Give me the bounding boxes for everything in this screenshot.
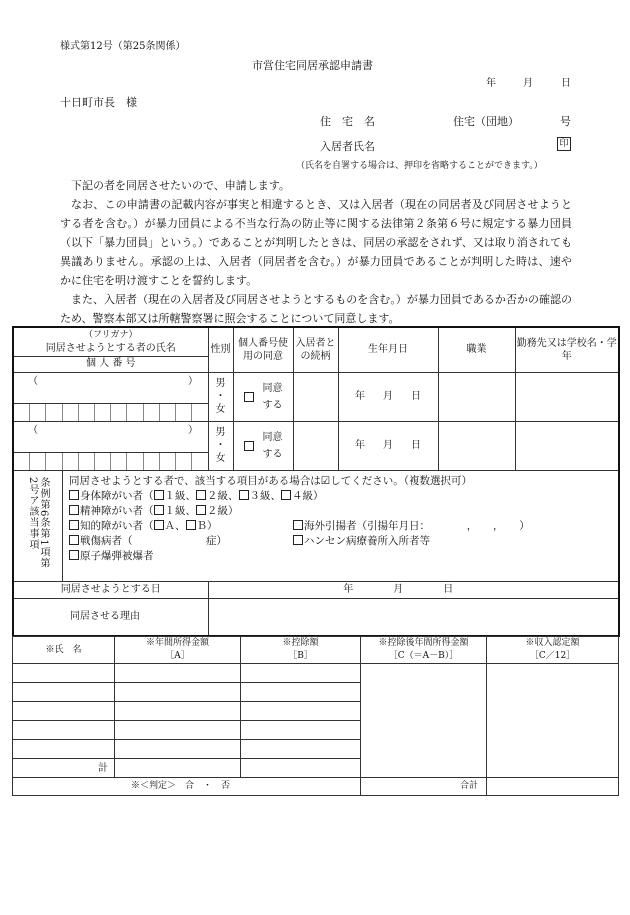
recognized-income-cell[interactable] bbox=[487, 664, 619, 778]
relation-header: 入居者との続柄 bbox=[293, 327, 338, 372]
consent-cell[interactable] bbox=[233, 372, 293, 421]
deduction-header: ※控除額 bbox=[282, 638, 319, 648]
cohabit-date-input[interactable] bbox=[208, 581, 619, 598]
repatriate-checkbox[interactable] bbox=[293, 520, 303, 530]
sex-cell[interactable] bbox=[208, 421, 233, 470]
consent-label-top: 同意 bbox=[262, 431, 283, 443]
relation-cell[interactable] bbox=[293, 421, 338, 470]
job-cell[interactable] bbox=[438, 372, 515, 421]
reason-label: 同居させる理由 bbox=[13, 598, 208, 636]
income-name-cell[interactable] bbox=[13, 683, 115, 702]
birth-year-label: 年 bbox=[355, 391, 365, 402]
workplace-header: 勤務先又は学校名・学年 bbox=[515, 327, 619, 372]
name-cell[interactable] bbox=[13, 421, 208, 470]
paren-close: ） bbox=[188, 375, 198, 387]
annual-income-sub: ［A］ bbox=[165, 651, 190, 661]
cohabit-date-label: 同居させようとする日 bbox=[13, 581, 208, 598]
birth-month-label: 月 bbox=[383, 391, 393, 402]
job-header: 職業 bbox=[438, 327, 515, 372]
leprosy-label: ハンセン病療養所入所者等 bbox=[304, 534, 430, 547]
recognized-income-sub: ［C／12］ bbox=[529, 651, 576, 661]
article-intro: 同居させようとする者で、該当する項目がある場合は☑してください。（複数選択可） bbox=[69, 474, 472, 487]
income-name-cell[interactable] bbox=[13, 740, 115, 759]
birthdate-cell[interactable] bbox=[338, 421, 438, 470]
birth-day-label: 日 bbox=[411, 391, 421, 402]
sex-separator: ・ bbox=[215, 391, 226, 402]
table-row bbox=[13, 372, 619, 421]
birthdate-header: 生年月日 bbox=[338, 327, 438, 372]
physical-grade2-label: ２級、 bbox=[207, 489, 239, 502]
annual-income-header: ※年間所得金額 bbox=[145, 638, 209, 648]
paragraph-declaration: なお、この申請書の記載内容が事実と相違するとき、又は入居者（現在の同居者及び同居させようとする者を含む。）が暴力団員による不当な行為の防止等に関する法律第２条第６号に規定する暴力団員（以下「暴力団員」という。）であることが判明したときは、同居の承認をされず、又は取り消されても異議ありません。承認の上は、入居者（同居者を含む。）が暴力団員であることが判明した時は、速やかに住宅を明け渡すことを誓約します。 bbox=[60, 198, 572, 287]
consent-checkbox[interactable] bbox=[244, 392, 254, 402]
female-option[interactable]: 女 bbox=[215, 404, 226, 415]
relation-cell[interactable] bbox=[293, 372, 338, 421]
physical-grade3-checkbox[interactable] bbox=[239, 490, 249, 500]
date-year-label: 年 bbox=[486, 78, 496, 89]
seal-note: （氏名を自署する場合は、押印を省略することができます。） bbox=[296, 161, 543, 171]
recognized-income-header: ※収入認定額 bbox=[525, 638, 580, 648]
workplace-cell[interactable] bbox=[515, 372, 619, 421]
paren-open: （ bbox=[28, 424, 38, 436]
annual-income-cell[interactable] bbox=[115, 740, 241, 759]
mental-label: 精神障がい者（ bbox=[80, 504, 154, 517]
annual-income-cell[interactable] bbox=[115, 721, 241, 740]
reason-row bbox=[13, 598, 619, 636]
consent-label-bottom: する bbox=[262, 399, 283, 411]
annual-income-cell[interactable] bbox=[115, 664, 241, 683]
reason-input[interactable] bbox=[208, 598, 619, 636]
sum-label: 合計 bbox=[361, 778, 487, 796]
intellectual-label: 知的障がい者（ bbox=[80, 519, 154, 532]
deduction-cell[interactable] bbox=[241, 683, 361, 702]
table-row bbox=[13, 664, 619, 683]
deduction-cell[interactable] bbox=[241, 702, 361, 721]
atomic-checkbox[interactable] bbox=[69, 550, 79, 560]
consent-checkbox[interactable] bbox=[244, 441, 254, 451]
physical-grade4-label: ４級） bbox=[292, 489, 324, 502]
war-injured-checkbox[interactable] bbox=[69, 535, 79, 545]
mental-grade2-checkbox[interactable] bbox=[196, 505, 206, 515]
physical-grade3-label: ３級、 bbox=[249, 489, 281, 502]
form-title: 市営住宅同居承認申請書 bbox=[252, 59, 373, 72]
deduction-total[interactable] bbox=[241, 759, 361, 778]
mental-checkbox[interactable] bbox=[69, 505, 79, 515]
job-cell[interactable] bbox=[438, 421, 515, 470]
after-deduction-sub: ［C（＝A－B）］ bbox=[388, 651, 459, 661]
intellectual-a-checkbox[interactable] bbox=[154, 520, 164, 530]
deduction-cell[interactable] bbox=[241, 740, 361, 759]
annual-income-cell[interactable] bbox=[115, 683, 241, 702]
mental-grade1-checkbox[interactable] bbox=[154, 505, 164, 515]
physical-grade1-label: １級、 bbox=[164, 489, 196, 502]
cohabit-year-label: 年 bbox=[343, 584, 354, 595]
name-cell[interactable] bbox=[13, 372, 208, 421]
article-section-row bbox=[13, 470, 619, 581]
intellectual-a-label: Ａ、 bbox=[164, 519, 186, 532]
housing-type-label: 住宅（団地） bbox=[453, 115, 519, 128]
physical-grade2-checkbox[interactable] bbox=[196, 490, 206, 500]
leprosy-checkbox[interactable] bbox=[293, 535, 303, 545]
repatriate-label: 海外引揚者（引揚年月日： ， ， ） bbox=[304, 519, 530, 532]
after-deduction-header: ※控除後年間所得金額 bbox=[378, 638, 469, 648]
paren-close: ） bbox=[188, 424, 198, 436]
cohabit-month-label: 月 bbox=[393, 584, 404, 595]
table-row bbox=[13, 421, 619, 470]
birth-month-label: 月 bbox=[383, 440, 393, 451]
consent-label-bottom: する bbox=[262, 448, 283, 460]
atomic-label: 原子爆弾被爆者 bbox=[80, 549, 154, 562]
sex-cell[interactable] bbox=[208, 372, 233, 421]
resident-name-label: 入居者氏名 bbox=[320, 140, 375, 153]
intellectual-checkbox[interactable] bbox=[69, 520, 79, 530]
physical-checkbox[interactable] bbox=[69, 490, 79, 500]
sex-header: 性別 bbox=[208, 327, 233, 372]
income-name-cell[interactable] bbox=[13, 702, 115, 721]
housing-name-label: 住 宅 名 bbox=[320, 115, 375, 128]
birth-year-label: 年 bbox=[355, 440, 365, 451]
physical-label: 身体障がい者（ bbox=[80, 489, 154, 502]
income-name-cell[interactable] bbox=[13, 721, 115, 740]
total-label: 計 bbox=[13, 759, 115, 778]
name-input[interactable] bbox=[14, 422, 208, 453]
deduction-cell[interactable] bbox=[241, 664, 361, 683]
mynumber-header: 個 人 番 号 bbox=[14, 356, 208, 370]
paragraph-apply: 下記の者を同居させたいので、申請します。 bbox=[71, 179, 290, 192]
intellectual-b-checkbox[interactable] bbox=[186, 520, 196, 530]
sex-separator: ・ bbox=[215, 440, 226, 451]
mynumber-input[interactable] bbox=[14, 453, 208, 470]
income-name-header: ※氏 名 bbox=[13, 637, 115, 664]
form-number: 様式第12号（第25条関係） bbox=[60, 41, 186, 52]
physical-grade1-checkbox[interactable] bbox=[154, 490, 164, 500]
intellectual-b-label: Ｂ） bbox=[196, 519, 218, 532]
judgement-label: ※＜判定＞ 合 ・ 否 bbox=[13, 778, 361, 796]
cohabitant-table bbox=[12, 326, 620, 637]
birth-day-label: 日 bbox=[411, 440, 421, 451]
paragraph-consent: また、入居者（現在の入居者及び同居させようとするものを含む。）が暴力団員であるか否かの確認のため、警察本部又は所轄警察署に照会することについて同意します。 bbox=[60, 293, 572, 325]
male-option[interactable]: 男 bbox=[215, 427, 226, 438]
mynumber-input[interactable] bbox=[14, 404, 208, 421]
sum-cell[interactable] bbox=[487, 778, 619, 796]
consent-label-top: 同意 bbox=[262, 382, 283, 394]
seal-mark: 印 bbox=[557, 137, 571, 151]
deduction-cell[interactable] bbox=[241, 721, 361, 740]
cohabit-date-row bbox=[13, 581, 619, 598]
after-deduction-cell[interactable] bbox=[361, 664, 487, 778]
birthdate-cell[interactable] bbox=[338, 372, 438, 421]
deduction-sub: ［B］ bbox=[288, 651, 313, 661]
income-name-cell[interactable] bbox=[13, 664, 115, 683]
annual-income-cell[interactable] bbox=[115, 702, 241, 721]
addressee: 十日町市長 様 bbox=[60, 96, 137, 109]
war-injured-label: 戦傷病者（ 症） bbox=[80, 534, 227, 547]
date-day-label: 日 bbox=[561, 78, 571, 89]
furigana-label: （フリガナ） bbox=[83, 330, 138, 341]
consent-cell[interactable] bbox=[233, 421, 293, 470]
name-header-cell bbox=[13, 327, 208, 372]
mental-grade1-label: １級、 bbox=[164, 504, 196, 517]
name-input[interactable] bbox=[14, 373, 208, 404]
mental-grade2-label: ２級） bbox=[207, 504, 239, 517]
income-table bbox=[12, 636, 619, 796]
annual-income-total[interactable] bbox=[115, 759, 241, 778]
paren-open: （ bbox=[28, 375, 38, 387]
housing-number-label: 号 bbox=[560, 115, 571, 128]
date-month-label: 月 bbox=[523, 78, 533, 89]
male-option[interactable]: 男 bbox=[215, 378, 226, 389]
cohabit-day-label: 日 bbox=[443, 584, 454, 595]
workplace-cell[interactable] bbox=[515, 421, 619, 470]
judgement-row bbox=[13, 778, 619, 796]
name-header: 同居させようとする者の氏名 bbox=[45, 343, 176, 355]
article-section-label: 条例第6条第1項第2号ア該当事項 bbox=[27, 476, 49, 569]
female-option[interactable]: 女 bbox=[215, 453, 226, 464]
physical-grade4-checkbox[interactable] bbox=[281, 490, 291, 500]
mynumber-use-header: 個人番号使用の同意 bbox=[233, 327, 293, 372]
